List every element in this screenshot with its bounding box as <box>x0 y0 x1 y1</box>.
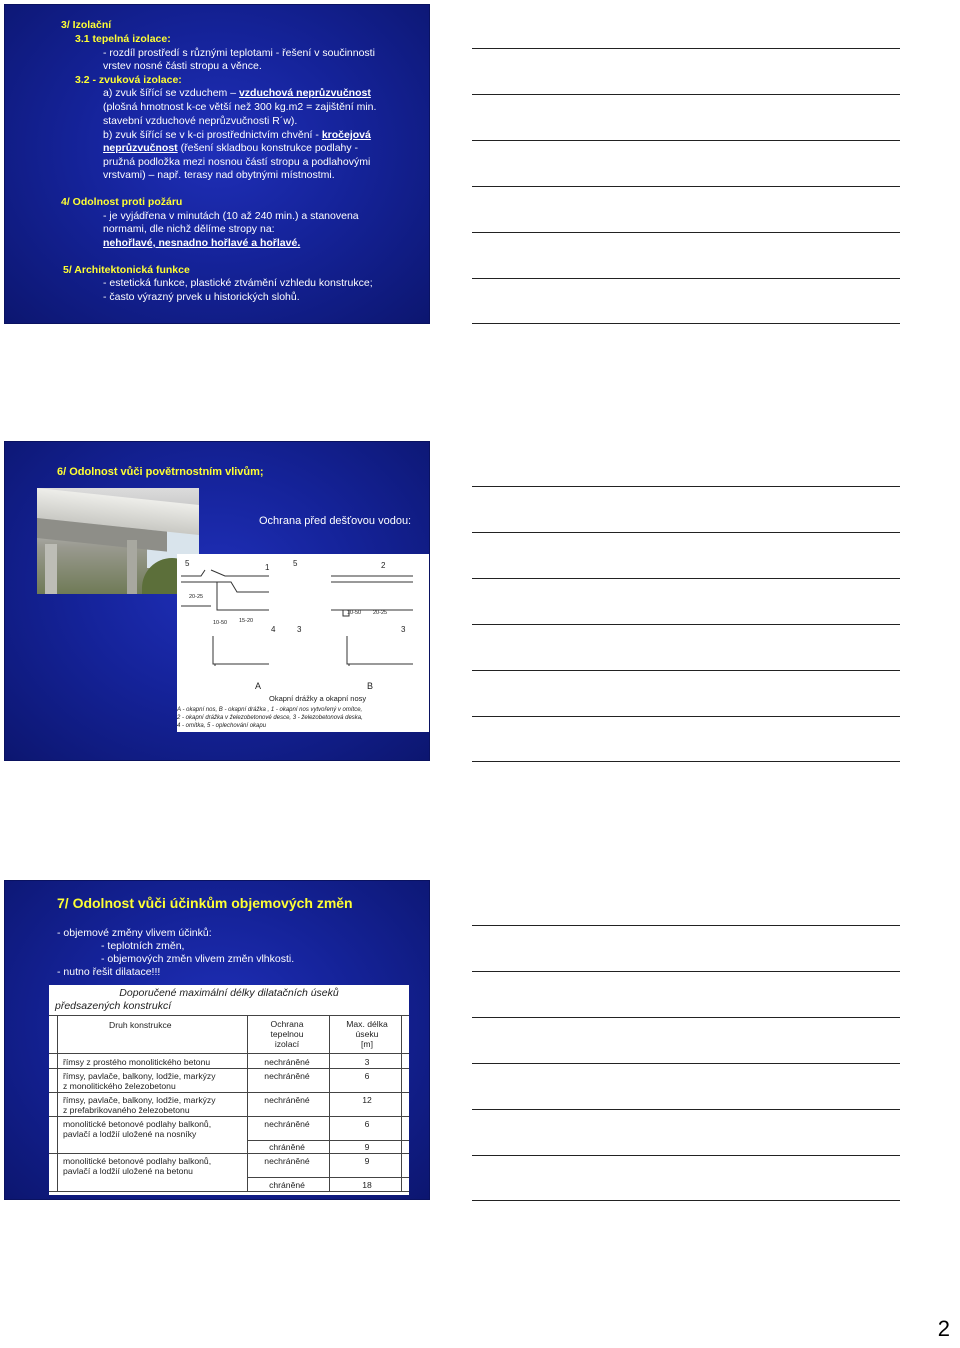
text-line: (plošná hmotnost k-ce větší než 300 kg.m2 = zajištění min. <box>103 101 377 113</box>
heading-acoustic: 3.2 - zvuková izolace: <box>75 74 182 86</box>
dimension: 10-50 <box>347 610 362 616</box>
table-cell: nechráněné <box>264 1057 310 1067</box>
note-line <box>472 140 900 141</box>
dimension: 15-20 <box>239 618 254 624</box>
note-line <box>472 486 900 487</box>
table-cell: nechráněné <box>264 1156 310 1166</box>
header-text: [m] <box>361 1039 373 1049</box>
text-line: - rozdíl prostředí s různými teplotami - řešení v součinnosti <box>103 47 375 59</box>
dimension: 20-25 <box>373 610 388 616</box>
table-cell: chráněné <box>269 1142 305 1152</box>
table-cell: z prefabrikovaného železobetonu <box>63 1105 190 1115</box>
note-line <box>472 716 900 717</box>
text-part: a) zvuk šířící se vzduchem – <box>103 87 239 99</box>
note-line <box>472 532 900 533</box>
table-cell: pavlačí a lodžií uložené na nosníky <box>63 1129 197 1139</box>
text-line: - je vyjádřena v minutách (10 až 240 min.) a stanovena <box>103 210 359 222</box>
text-part: b) zvuk šířící se v k-ci prostřednictvím chvění - <box>103 129 322 141</box>
text-line: stavební vzduchové neprůzvučnosti R´w). <box>103 115 298 127</box>
note-line <box>472 232 900 233</box>
heading-volume: 7/ Odolnost vůči účinkům objemových změn <box>57 895 353 911</box>
term-airborne: vzduchová neprůzvučnost <box>238 87 371 99</box>
table-cell: římsy, pavlače, balkony, lodžie, markýzy <box>63 1095 216 1105</box>
header-text: Max. délka <box>346 1019 388 1029</box>
heading-insulation: 3/ Izolační <box>61 19 112 31</box>
heading-thermal: 3.1 tepelná izolace: <box>75 33 171 45</box>
header-text: izolací <box>274 1039 300 1049</box>
callout-3: 3 <box>401 625 406 634</box>
header-text: Ochrana <box>270 1019 304 1029</box>
note-line <box>472 1063 900 1064</box>
term-impact: kročejová <box>321 129 371 141</box>
callout-5: 5 <box>185 559 190 568</box>
note-line <box>472 925 900 926</box>
note-line <box>472 1200 900 1201</box>
table-cell: římsy, pavlače, balkony, lodžie, markýzy <box>63 1071 216 1081</box>
table-cell: monolitické betonové podlahy balkonů, <box>63 1156 212 1166</box>
table-cell: 9 <box>364 1142 370 1152</box>
drip-detail-diagram <box>177 554 429 732</box>
table-cell: nechráněné <box>264 1119 310 1129</box>
term-impact-2: neprůzvučnost <box>103 142 178 154</box>
text-line: - estetická funkce, plastické ztvámění vzhledu konstrukce; <box>103 277 373 289</box>
table-cell: 6 <box>364 1119 370 1129</box>
slide-weather <box>4 441 430 761</box>
heading-architecture: 5/ Architektonická funkce <box>63 264 190 276</box>
callout-5: 5 <box>293 559 298 568</box>
note-line <box>472 761 900 762</box>
text-part: (řešení skladbou konstrukce podlahy - <box>177 142 359 154</box>
table-cell: nechráněné <box>264 1071 310 1081</box>
table-title: Doporučené maximální délky dilatačních úseků <box>119 987 339 999</box>
header-type: Druh konstrukce <box>109 1020 172 1030</box>
text-line: - nutno řešit dilatace!!! <box>57 966 161 978</box>
table-cell: 12 <box>362 1095 372 1105</box>
dilatation-table <box>49 985 409 1195</box>
text-line: - objemových změn vlivem změn vlhkosti. <box>101 953 295 965</box>
slide-volume-changes <box>4 880 430 1200</box>
callout-3: 3 <box>297 625 302 634</box>
label-b: B <box>367 681 374 691</box>
note-line <box>472 1109 900 1110</box>
text-line <box>103 87 371 101</box>
table-cell: pavlačí a lodžií uložené na betonu <box>63 1166 193 1176</box>
callout-4: 4 <box>271 625 276 634</box>
table-title-2: předsazených konstrukcí <box>55 1000 172 1012</box>
note-line <box>472 670 900 671</box>
table-cell: monolitické betonové podlahy balkonů, <box>63 1119 212 1129</box>
legend-line: A - okapní nos, B - okapní drážka , 1 - okapní nos vytvořený v omítce, <box>177 707 363 713</box>
page-number: 2 <box>937 1316 950 1341</box>
table-cell: chráněné <box>269 1180 305 1190</box>
text-line: - teplotních změn, <box>101 940 185 952</box>
note-line <box>472 186 900 187</box>
note-line <box>472 578 900 579</box>
dimension: 10-50 <box>213 620 228 626</box>
dimension: 20-25 <box>189 594 204 600</box>
note-line <box>472 48 900 49</box>
note-line <box>472 1155 900 1156</box>
note-line <box>472 94 900 95</box>
legend-line: 2 - okapní drážka v železobetonové desce, 3 - železobetonová deska, <box>177 715 363 721</box>
note-line <box>472 971 900 972</box>
header-text: tepelnou <box>270 1029 304 1039</box>
diagram-title: Okapní drážky a okapní nosy <box>269 694 367 703</box>
callout-1: 1 <box>265 563 270 572</box>
text-line <box>103 129 371 143</box>
note-line <box>472 323 900 324</box>
note-line <box>472 1017 900 1018</box>
table-cell: 9 <box>364 1156 370 1166</box>
text-line: vrstev nosné části stropu a věnce. <box>103 60 262 72</box>
table-cell: 3 <box>364 1057 370 1067</box>
label-a: A <box>255 681 262 691</box>
text-line: - často výrazný prvek u historických slohů. <box>103 291 300 303</box>
table-cell: z monolitického železobetonu <box>63 1081 176 1091</box>
heading-fire: 4/ Odolnost proti požáru <box>61 196 183 208</box>
slide-insulation <box>4 4 430 324</box>
header-protection <box>253 1019 321 1049</box>
heading-weather: 6/ Odolnost vůči povětrnostním vlivům; <box>57 466 264 478</box>
note-line <box>472 278 900 279</box>
table-cell: nechráněné <box>264 1095 310 1105</box>
text-line <box>103 142 358 156</box>
text-fire-classes: nehořlavé, nesnadno hořlavé a hořlavé. <box>103 237 301 249</box>
callout-2: 2 <box>381 561 386 570</box>
table-cell: 6 <box>364 1071 370 1081</box>
legend-line: 4 - omítka, 5 - oplechování okapu <box>177 723 267 729</box>
note-line <box>472 624 900 625</box>
header-text: úseku <box>355 1029 379 1039</box>
header-length <box>337 1019 397 1049</box>
text-line: - objemové změny vlivem účinků: <box>57 927 212 939</box>
cornice-photo <box>37 488 199 594</box>
caption-rain: Ochrana před dešťovou vodou: <box>259 515 412 527</box>
table-cell: římsy z prostého monolitického betonu <box>63 1057 211 1067</box>
text-line: normami, dle nichž dělíme stropy na: <box>103 223 275 235</box>
text-line: vrstvami) – např. terasy nad obytnými místnostmi. <box>103 169 335 181</box>
text-line: pružná podložka mezi nosnou částí stropu a podlahovými <box>103 156 371 168</box>
table-cell: 18 <box>362 1180 372 1190</box>
